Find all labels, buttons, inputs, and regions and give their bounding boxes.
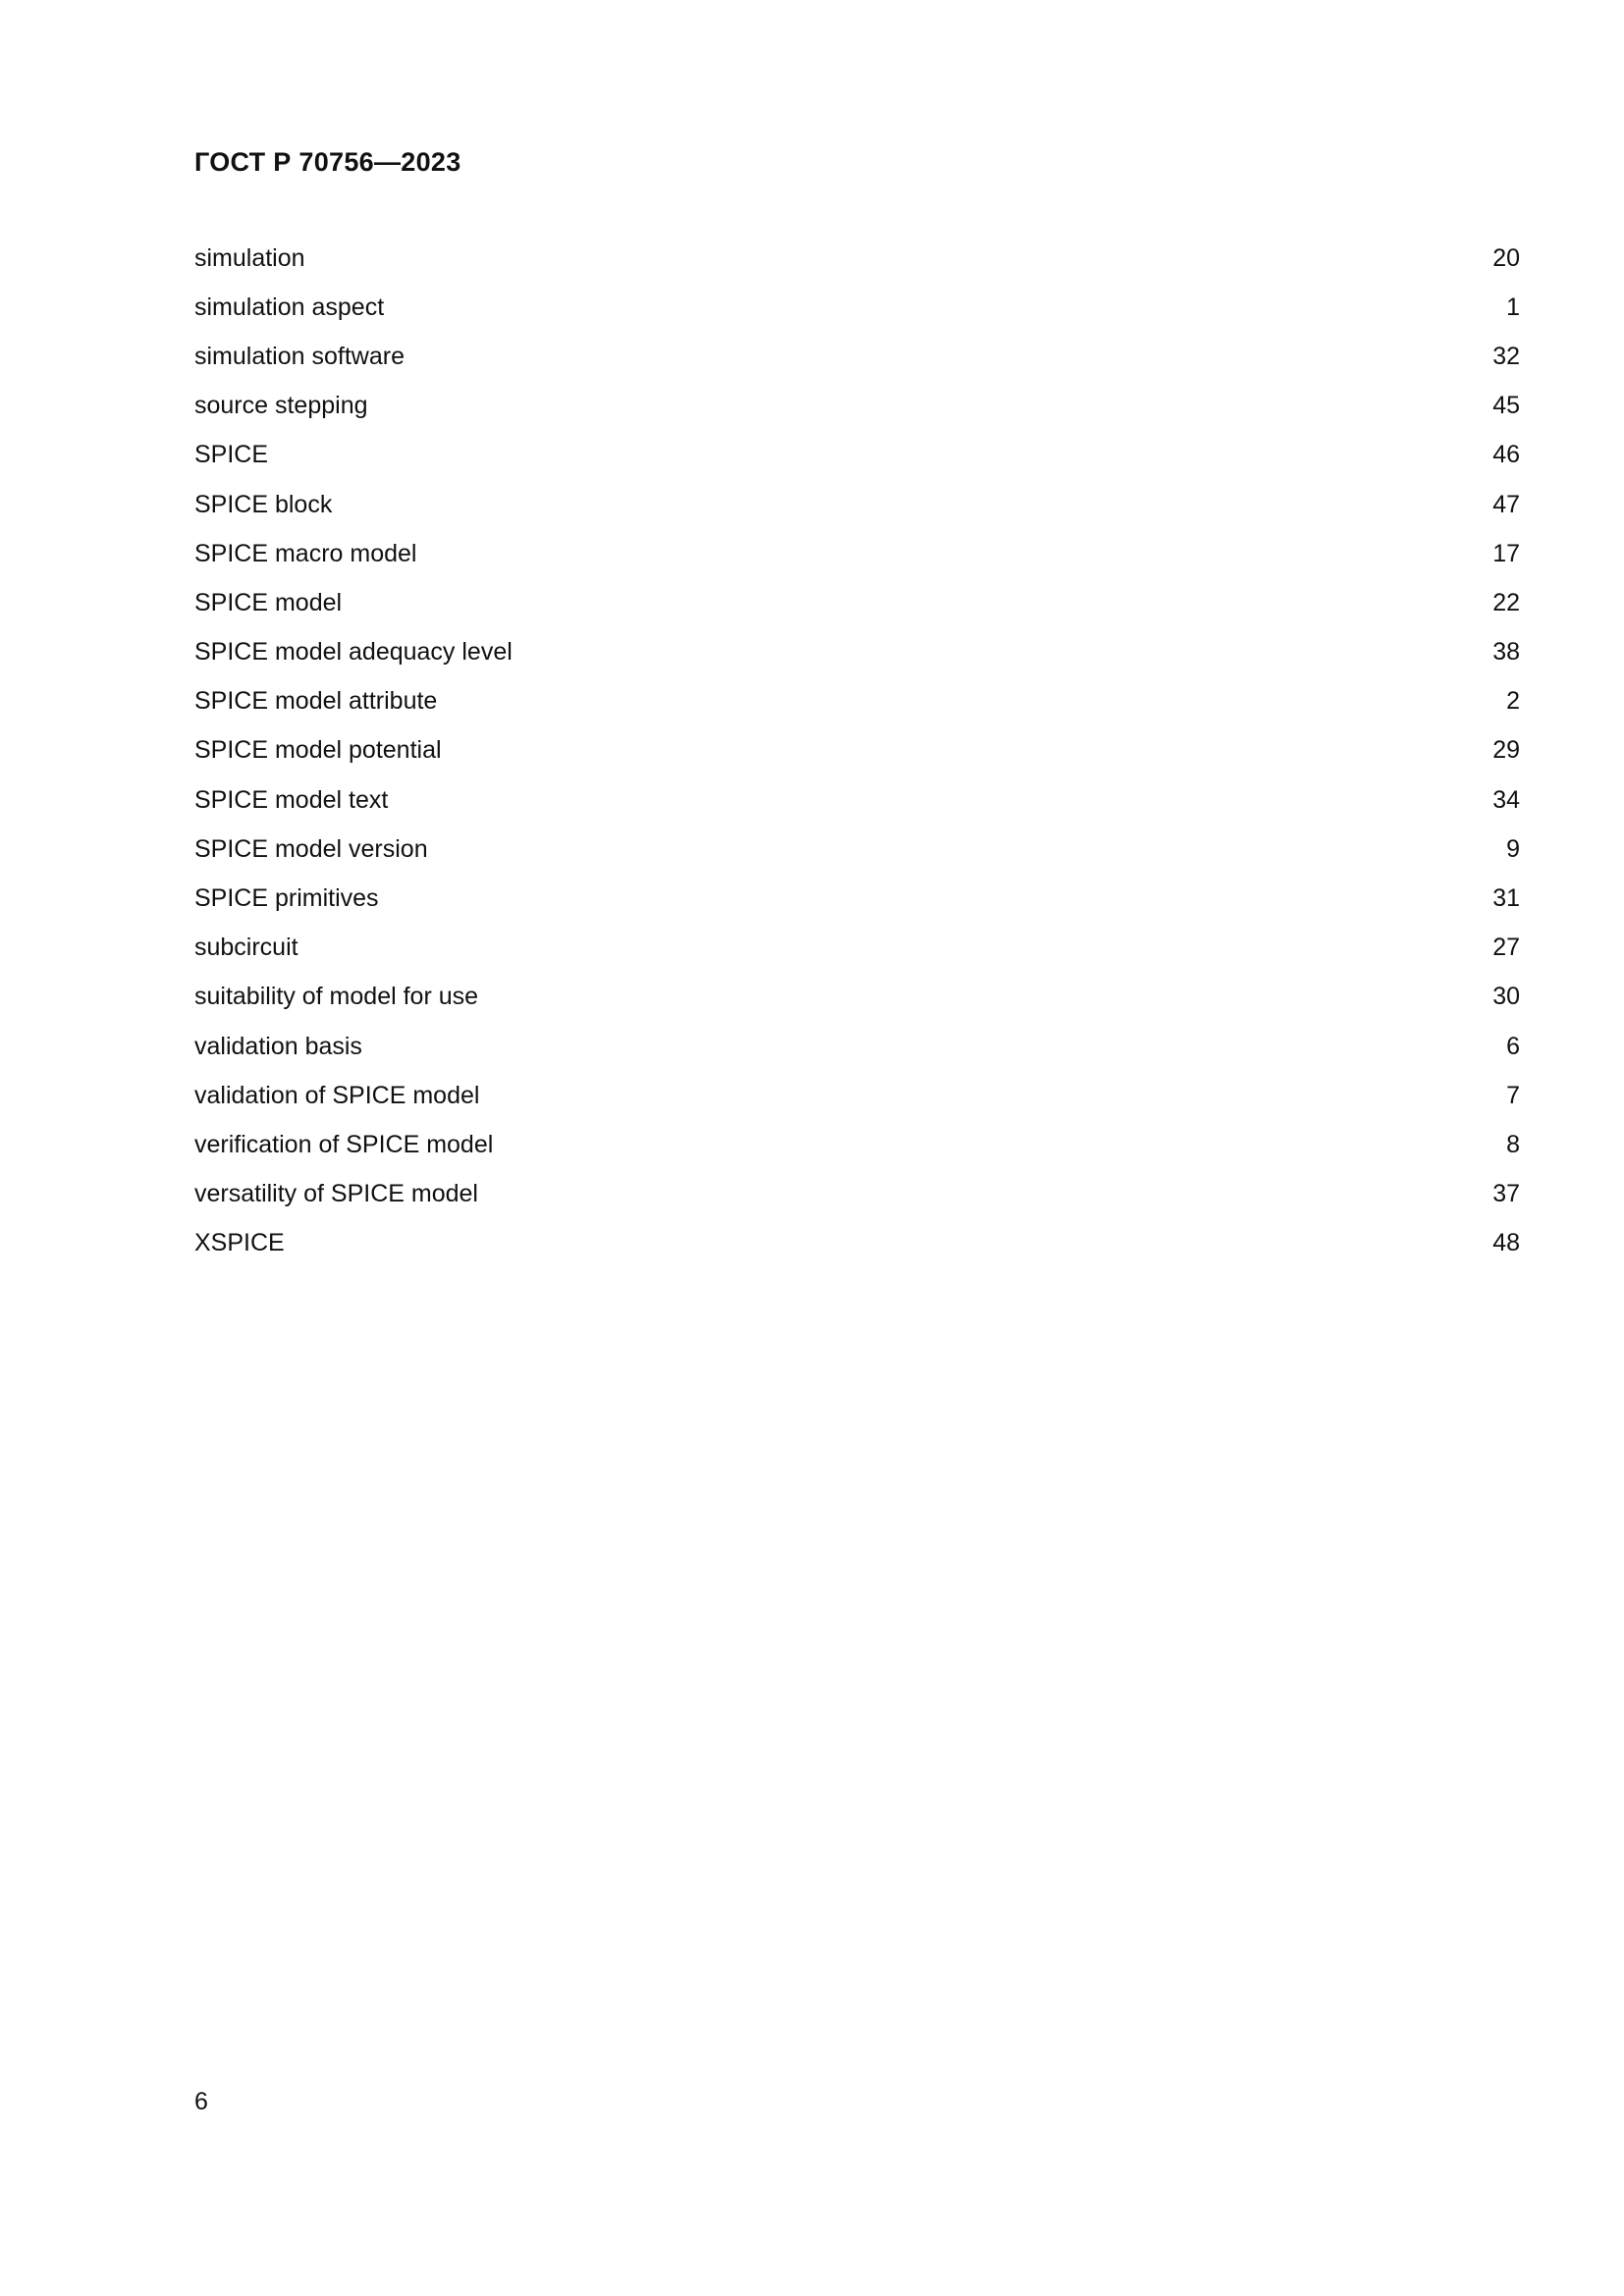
index-term-number: 31 (1492, 884, 1520, 913)
index-term: SPICE primitives (194, 884, 379, 913)
index-term: SPICE model adequacy level (194, 638, 513, 667)
index-entry (194, 431, 1520, 480)
index-entry (194, 480, 1520, 529)
index-term-number: 29 (1492, 736, 1520, 765)
index-term-number: 9 (1506, 834, 1520, 863)
index-entry (194, 529, 1520, 578)
index-term: subcircuit (194, 934, 298, 962)
index-entry (194, 1120, 1520, 1169)
index-term-number: 2 (1506, 687, 1520, 716)
index-entry (194, 382, 1520, 431)
index-term: SPICE model version (194, 834, 428, 863)
index-entry (194, 825, 1520, 874)
index-term-number: 32 (1492, 342, 1520, 370)
index-term-number: 48 (1492, 1229, 1520, 1257)
index-term-number: 20 (1492, 243, 1520, 272)
index-term-number: 38 (1492, 638, 1520, 667)
index-term: source stepping (194, 392, 368, 420)
index-entry (194, 628, 1520, 677)
index-entry (194, 332, 1520, 381)
index-term: verification of SPICE model (194, 1130, 494, 1158)
index-entry (194, 924, 1520, 973)
index-term-number: 34 (1492, 785, 1520, 814)
index-term: versatility of SPICE model (194, 1180, 478, 1208)
index-term: simulation aspect (194, 293, 385, 321)
index-entry (194, 677, 1520, 726)
index-term: SPICE macro model (194, 539, 417, 567)
index-term-number: 1 (1506, 293, 1520, 321)
index-term: validation of SPICE model (194, 1081, 480, 1109)
index-entry (194, 973, 1520, 1022)
index-term-number: 27 (1492, 934, 1520, 962)
index-term: SPICE model potential (194, 736, 442, 765)
index-term: XSPICE (194, 1229, 285, 1257)
index-term: simulation software (194, 342, 405, 370)
index-entry (194, 1071, 1520, 1120)
index-entry (194, 1219, 1520, 1268)
index-term: SPICE (194, 441, 269, 469)
index-entry (194, 726, 1520, 775)
document-header: ГОСТ Р 70756—2023 (194, 147, 461, 177)
index-term-number: 22 (1492, 588, 1520, 616)
index-entry (194, 578, 1520, 627)
index-entry (194, 775, 1520, 825)
page-number: 6 (194, 2088, 208, 2115)
index-term-number: 8 (1506, 1130, 1520, 1158)
index-term-number: 46 (1492, 441, 1520, 469)
index-entry (194, 874, 1520, 923)
index-entry (194, 283, 1520, 332)
index-term: SPICE model text (194, 785, 389, 814)
index-term-number: 7 (1506, 1081, 1520, 1109)
index-term-number: 6 (1506, 1032, 1520, 1060)
index-term-number: 47 (1492, 490, 1520, 518)
index-term: suitability of model for use (194, 983, 479, 1011)
index-term: simulation (194, 243, 305, 272)
index-term-number: 17 (1492, 539, 1520, 567)
index-term: SPICE model (194, 588, 343, 616)
index-entry (194, 1170, 1520, 1219)
index-term-number: 30 (1492, 983, 1520, 1011)
index-term: SPICE block (194, 490, 333, 518)
index-entry (194, 234, 1520, 283)
index-entry (194, 1022, 1520, 1071)
index-term-number: 37 (1492, 1180, 1520, 1208)
index-term-number: 45 (1492, 392, 1520, 420)
index-term: validation basis (194, 1032, 362, 1060)
term-index-list (194, 234, 1520, 1268)
index-term: SPICE model attribute (194, 687, 438, 716)
